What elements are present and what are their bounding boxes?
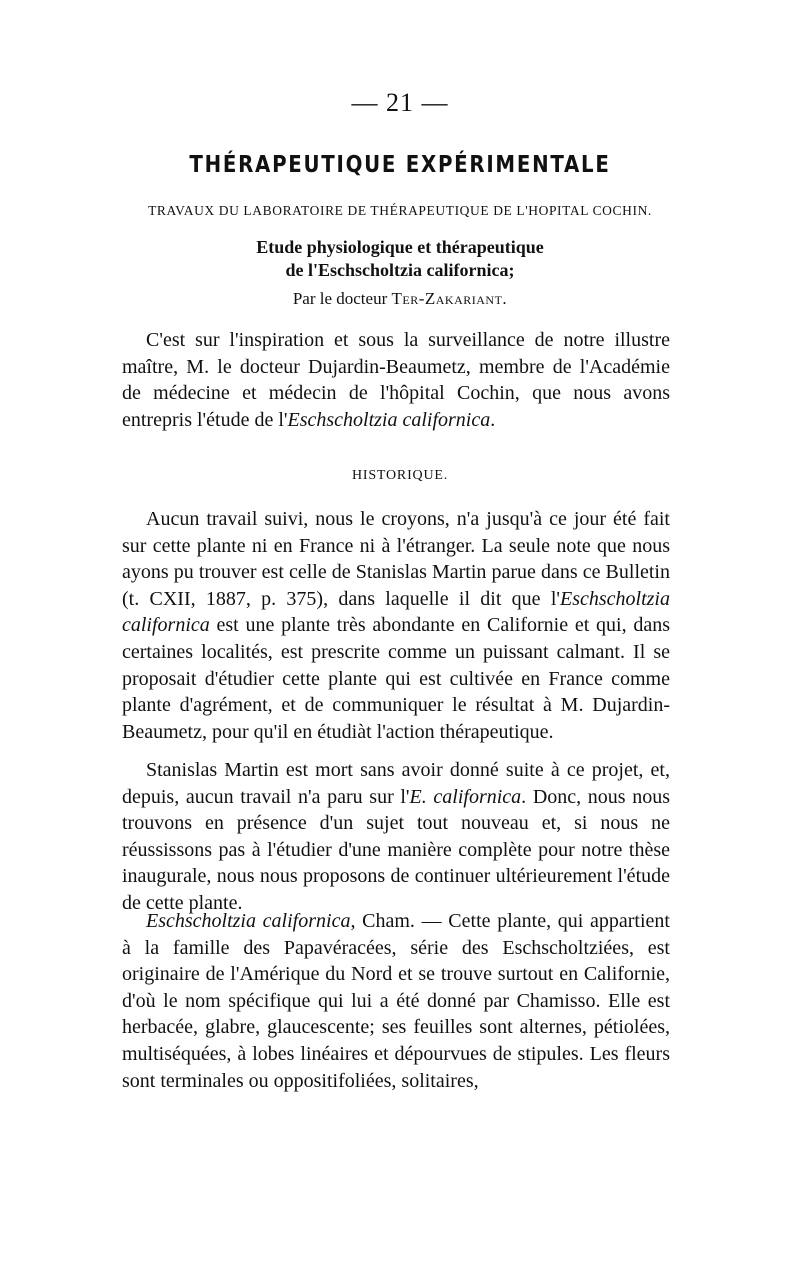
author-line — [0, 289, 800, 309]
author-prefix: Par le docteur — [292, 289, 388, 308]
description-paragraph — [122, 908, 670, 1094]
historique-2-part1: Stanislas Martin est mort sans avoir donné suite à ce projet, et, depuis, aucun travail n'a paru sur l' — [122, 759, 670, 808]
page-title: THÉRAPEUTIQUE EXPÉRIMENTALE — [189, 152, 611, 178]
study-title — [0, 236, 800, 282]
intro-paragraph — [122, 327, 670, 433]
historique-2-part2: . Donc, nous nous trouvons en présence d'un sujet tout nouveau et, si nous ne réussissons pas à l'étudier d'une manière complète pour notre thèse inaugurale, nous nous proposons de continuer ultérieurement l'étude de cette plante. — [122, 785, 670, 914]
description-part1: , Cham. — Cette plante, qui appartient à la famille des Papavéracées, série des Eschscholtziées, est originaire de l'Amérique du Nord et se trouve surtout en Californie, d'où le nom spécifique qui lui a été donné par Chamisso. Elle est herbacée, glabre, glaucescente; ses feuilles sont alternes, pétiolées, multiséquées, à lobes linéaires et dépourvues de stipules. Les fleurs sont terminales ou oppositifoliées, solitaires, — [122, 910, 670, 1092]
section-heading: HISTORIQUE. — [351, 468, 449, 483]
historique-paragraph-2 — [122, 757, 670, 917]
study-title-line1: Etude physiologique et thérapeutique — [256, 237, 544, 257]
historique-1-part1: Aucun travail suivi, nous le croyons, n'a jusqu'à ce jour été fait sur cette plante ni en France ni à l'étranger. La seule note que nous ayons pu trouver est celle de Stanislas Martin parue dans ce Bulletin (t. CXII, 1887, p. 375), dans laquelle il dit que l' — [122, 508, 670, 610]
page-number: — 21 — — [351, 88, 449, 117]
intro-end: . — [490, 408, 496, 431]
study-title-line2: de l'Eschscholtzia californica; — [285, 260, 515, 280]
historique-1-italic: Eschscholtzia californica — [122, 587, 670, 637]
historique-2-italic: E. californica — [409, 785, 522, 808]
lab-subtitle: TRAVAUX DU LABORATOIRE DE THÉRAPEUTIQUE DE L'HOPITAL COCHIN. — [148, 203, 652, 218]
historique-paragraph-1 — [122, 506, 670, 745]
intro-text: C'est sur l'inspiration et sous la surveillance de notre illustre maître, M. le docteur Dujardin-Beaumetz, membre de l'Académie de médecine et médecin de l'hôpital Cochin, que nous avons entrepris l'étude de l' — [122, 329, 670, 431]
intro-italic: Eschscholtzia californica — [287, 408, 491, 431]
description-italic: Eschscholtzia californica — [146, 910, 351, 932]
author-name: Ter-Zakariant. — [391, 289, 508, 308]
historique-1-part2: est une plante très abondante en Californie et qui, dans certaines localités, est prescrite comme un puissant calmant. Il se proposait d'étudier cette plante qui est cultivée en France comme plante d'agrément, et de communiquer le résultat à M. Dujardin-Beaumetz, pour qu'il en étudiàt l'action thérapeutique. — [122, 614, 670, 743]
